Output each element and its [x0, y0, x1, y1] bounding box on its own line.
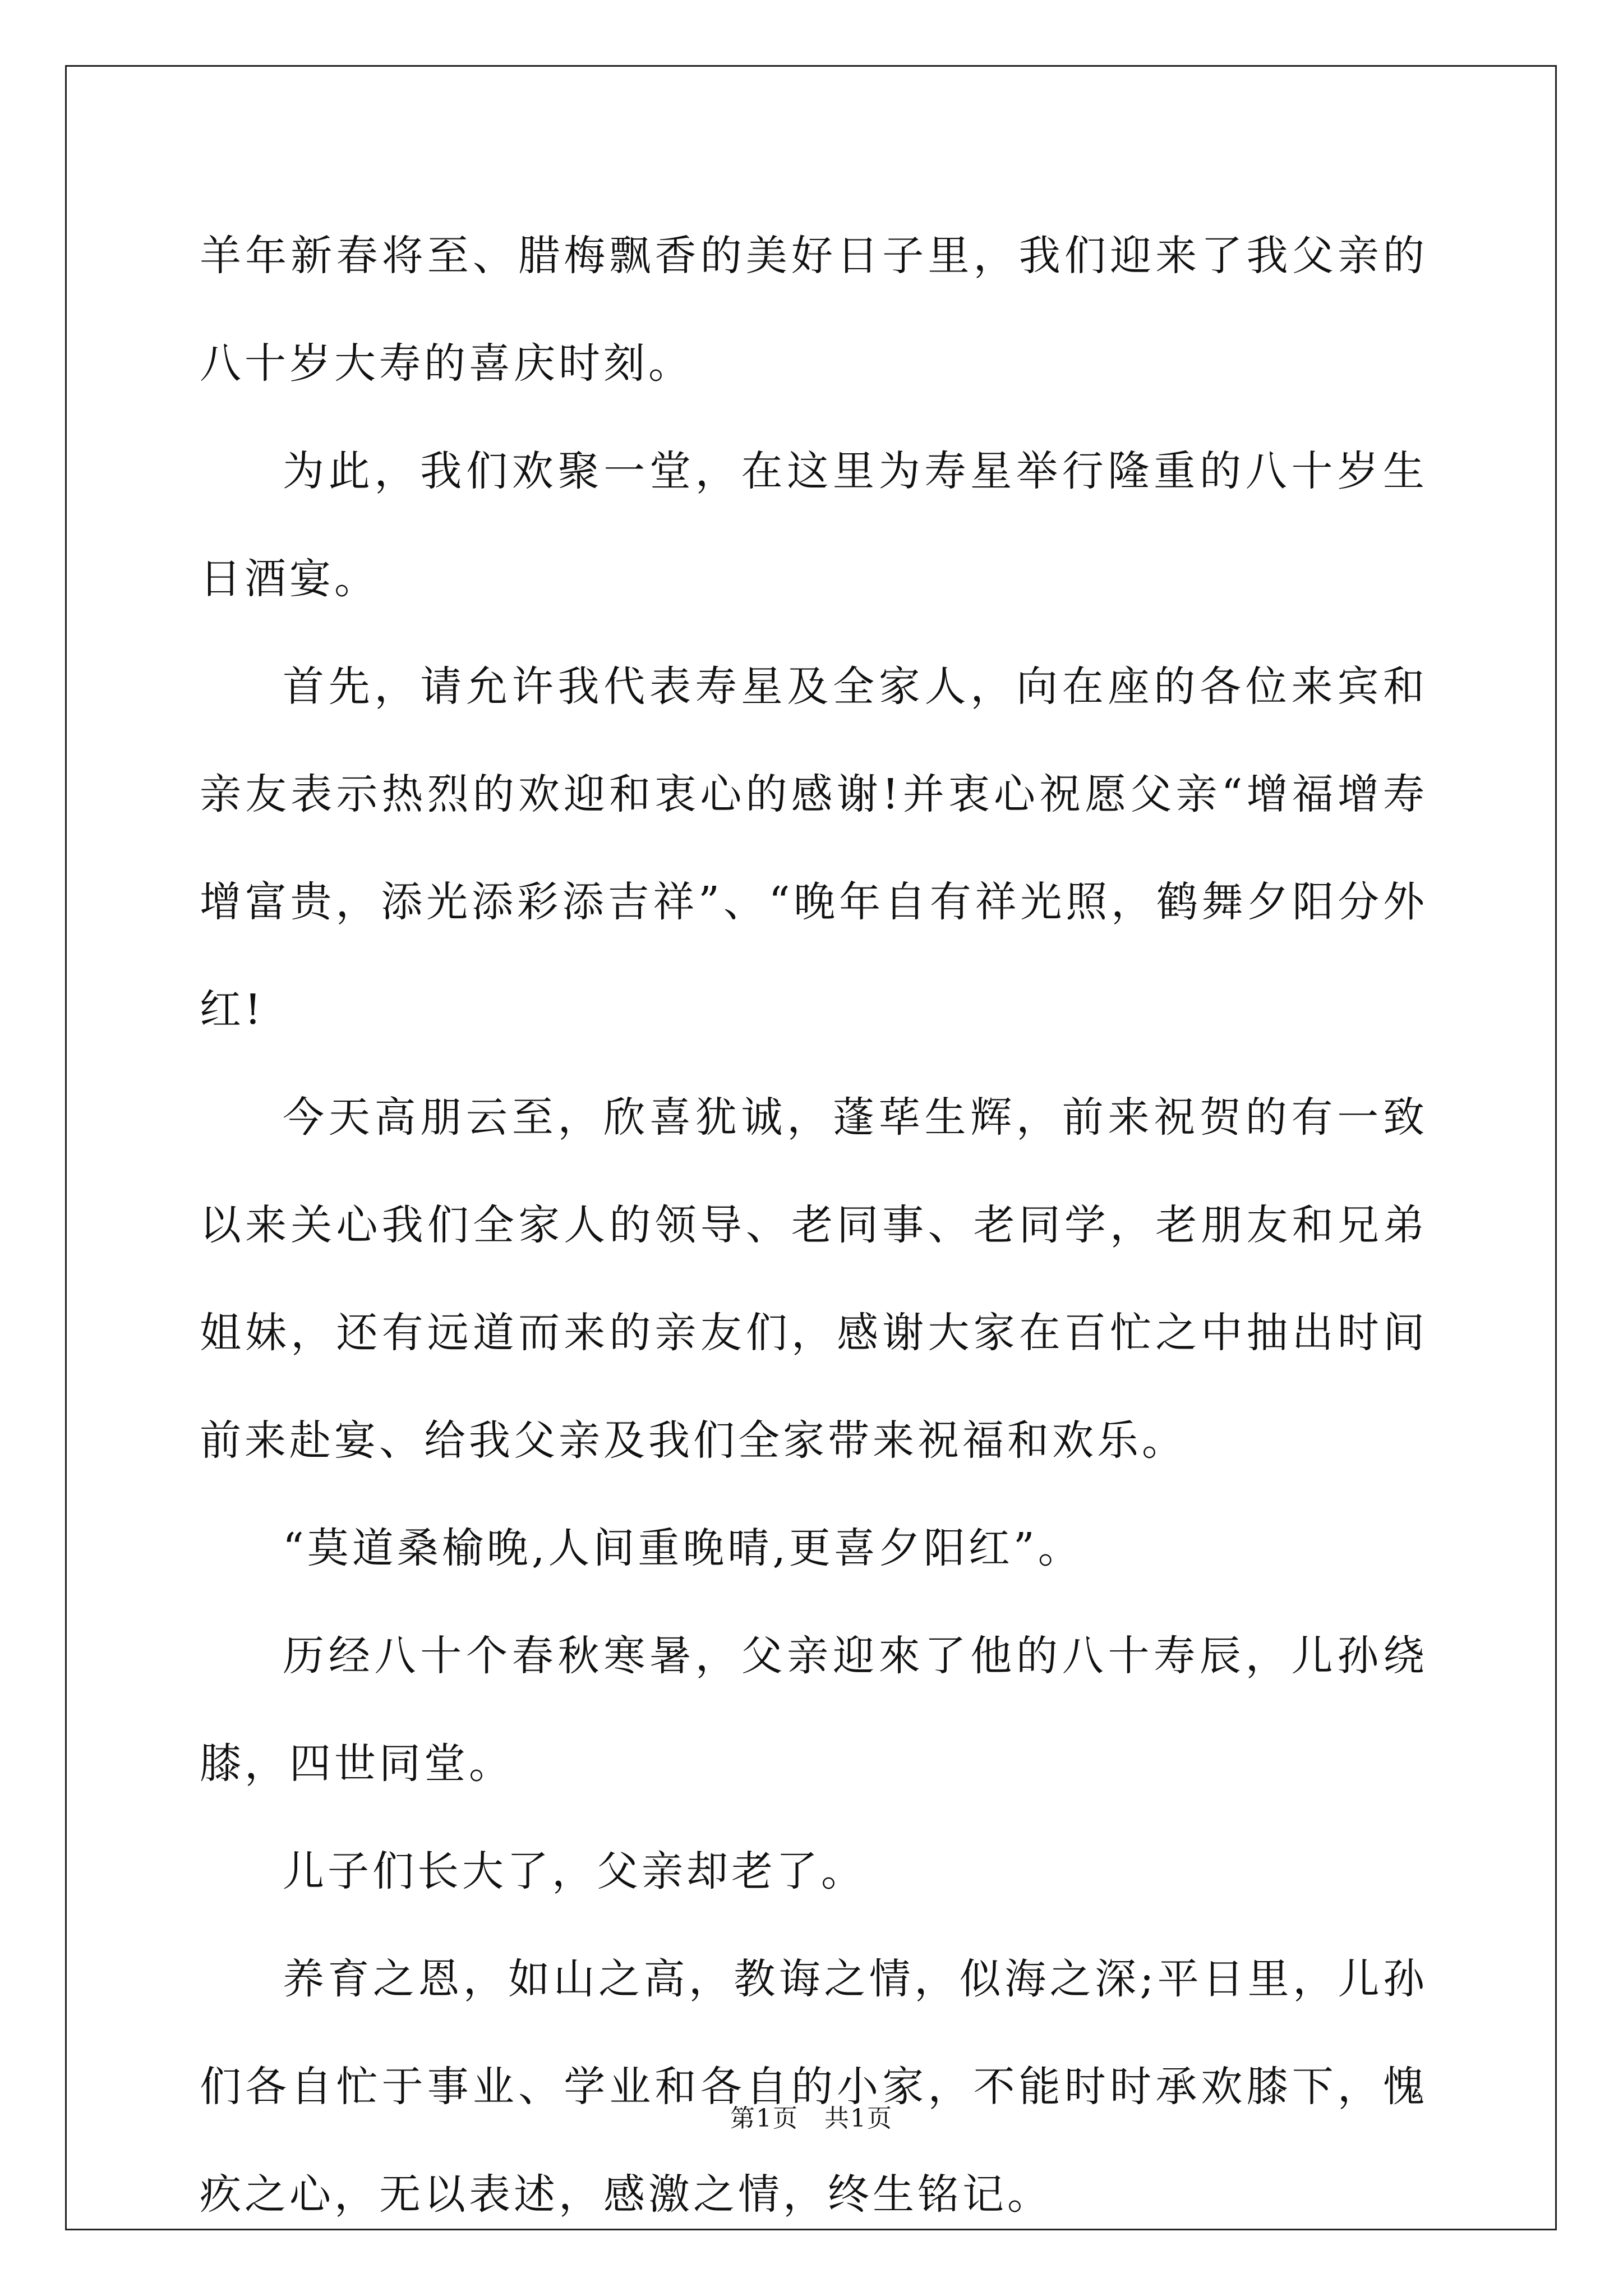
paragraph-5: “莫道桑榆晚,人间重晚晴,更喜夕阳红”。 — [283, 1524, 1083, 1572]
paragraph-4: 今天高朋云至，欣喜犹诚，蓬荜生辉，前来祝贺的有一致以来关心我们全家人的领导、老同事、老同学，老朋友和兄弟姐妹，还有远道而来的亲友们，感谢大家在百忙之中抽出时间前来赴宴、给我父亲及我们全家带来祝福和欢乐。 — [200, 1093, 1428, 1465]
paragraph-3: 首先，请允许我代表寿星及全家人，向在座的各位来宾和亲友表示热烈的欢迎和衷心的感谢!并衷心祝愿父亲“增福增寿增富贵，添光添彩添吉祥”、“晚年自有祥光照，鹤舞夕阳分外红! — [200, 662, 1428, 1034]
page-footer: 第1页 共1页 — [730, 2104, 893, 2133]
document-body — [200, 202, 1428, 2248]
paragraph-6: 历经八十个春秋寒暑，父亲迎來了他的八十寿辰，儿孙绕膝，四世同堂。 — [200, 1632, 1428, 1788]
paragraph-2: 为此，我们欢聚一堂，在这里为寿星举行隆重的八十岁生日酒宴。 — [200, 447, 1428, 603]
paragraph-7: 儿子们长大了，父亲却老了。 — [283, 1847, 866, 1895]
paragraph-1: 羊年新春将至、腊梅飘香的美好日子里，我们迎来了我父亲的八十岁大寿的喜庆时刻。 — [200, 232, 1428, 388]
paragraph-8: 养育之恩，如山之高，教诲之情，似海之深;平日里，儿孙们各自忙于事业、学业和各自的小家，不能时时承欢膝下，愧疚之心，无以表述，感激之情，终生铭记。 — [200, 1955, 1428, 2219]
